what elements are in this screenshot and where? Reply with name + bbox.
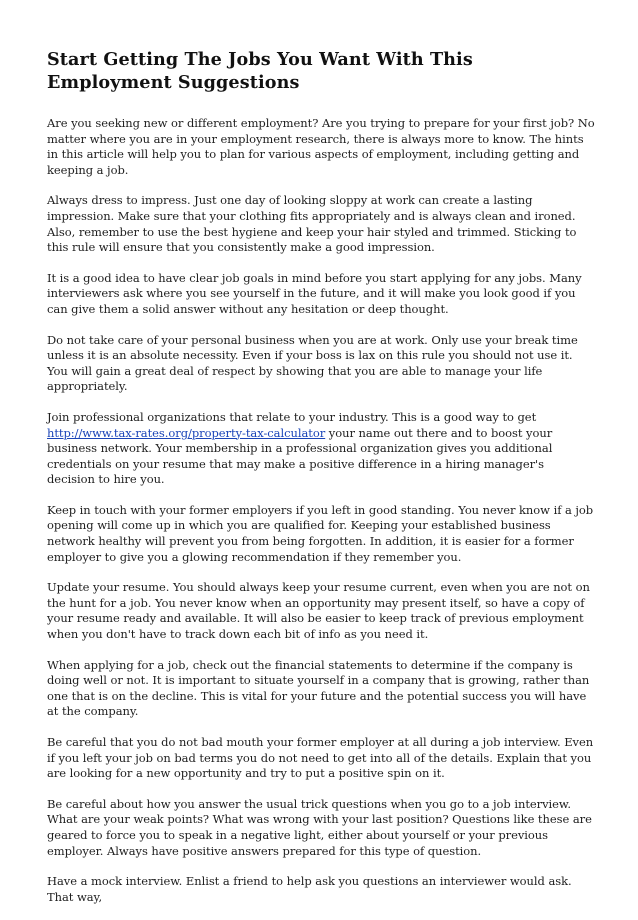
paragraph-financial: When applying for a job, check out the financial statements to determine if the company is doing well or not. It is important to situate yourself in a company that is growing, rather than one that is on the decline. This is vital for your future and the potential success you will have at the company. xyxy=(47,657,590,719)
paragraph-intro: Are you seeking new or different employment? Are you trying to prepare for your first job? No matter where you are in your employment research, there is always more to know. The hints in this article will help you to plan for various aspects of employment, including getting and keeping a job. xyxy=(47,116,595,177)
paragraph-former-employers: Keep in touch with your former employers if you left in good standing. You never know if a job opening will come up in which you are qualified for. Keeping your established business network healthy will prevent you from being forgotten. In addition, it is easier for a former employer to give you a glowing recommendation if they remember you. xyxy=(47,502,594,564)
paragraph-organizations-before: Join professional organizations that relate to your industry. This is a good way to get xyxy=(47,409,537,424)
paragraph-goals: It is a good idea to have clear job goals in mind before you start applying for any jobs. Many interviewers ask where you see yourself in the future, and it will make you look good if you can give them a solid answer without any hesitation or deep thought. xyxy=(47,270,582,316)
paragraph-resume: Update your resume. You should always keep your resume current, even when you are not on the hunt for a job. You never know when an opportunity may present itself, so have a copy of your resume ready and available. It will also be easier to keep track of previous employment when you don't have to track down each bit of info as you need it. xyxy=(47,580,590,642)
document-page xyxy=(47,48,595,920)
paragraph-dress: Always dress to impress. Just one day of looking sloppy at work can create a lasting impression. Make sure that your clothing fits appropriately and is always clean and ironed. Also, remember to use the best hygiene and keep your hair styled and trimmed. Sticking to this rule will ensure that you consistently make a good impression. xyxy=(47,193,577,255)
paragraph-organizations xyxy=(47,410,595,488)
paragraph-trick-questions: Be careful about how you answer the usual trick questions when you go to a job interview. What are your weak points? What was wrong with your last position? Questions like these are geared to force you to speak in a negative light, either about yourself or your previous employer. Always have positive answers prepared for this type of question. xyxy=(47,796,592,858)
paragraph-bad-mouth: Be careful that you do not bad mouth your former employer at all during a job interview. Even if you left your job on bad terms you do not need to get into all of the details. Explain that you are looking for a new opportunity and try to put a positive spin on it. xyxy=(47,735,594,781)
paragraph-mock-interview: Have a mock interview. Enlist a friend to help ask you questions an interviewer would ask. That way, xyxy=(47,874,572,904)
tax-calculator-link[interactable]: http://www.tax-rates.org/property-tax-calculator xyxy=(47,425,326,440)
article-title: Start Getting The Jobs You Want With This Employment Suggestions xyxy=(47,49,473,93)
paragraph-organizations-after: your name out there and to boost your business network. Your membership in a professional organization gives you additional credentials on your resume that may make a positive difference in a hiring manager's decision to hire you. xyxy=(47,425,553,487)
paragraph-personal-business: Do not take care of your personal business when you are at work. Only use your break time unless it is an absolute necessity. Even if your boss is lax on this rule you should not use it. You will gain a great deal of respect by showing that you are able to manage your life appropriately. xyxy=(47,332,578,394)
